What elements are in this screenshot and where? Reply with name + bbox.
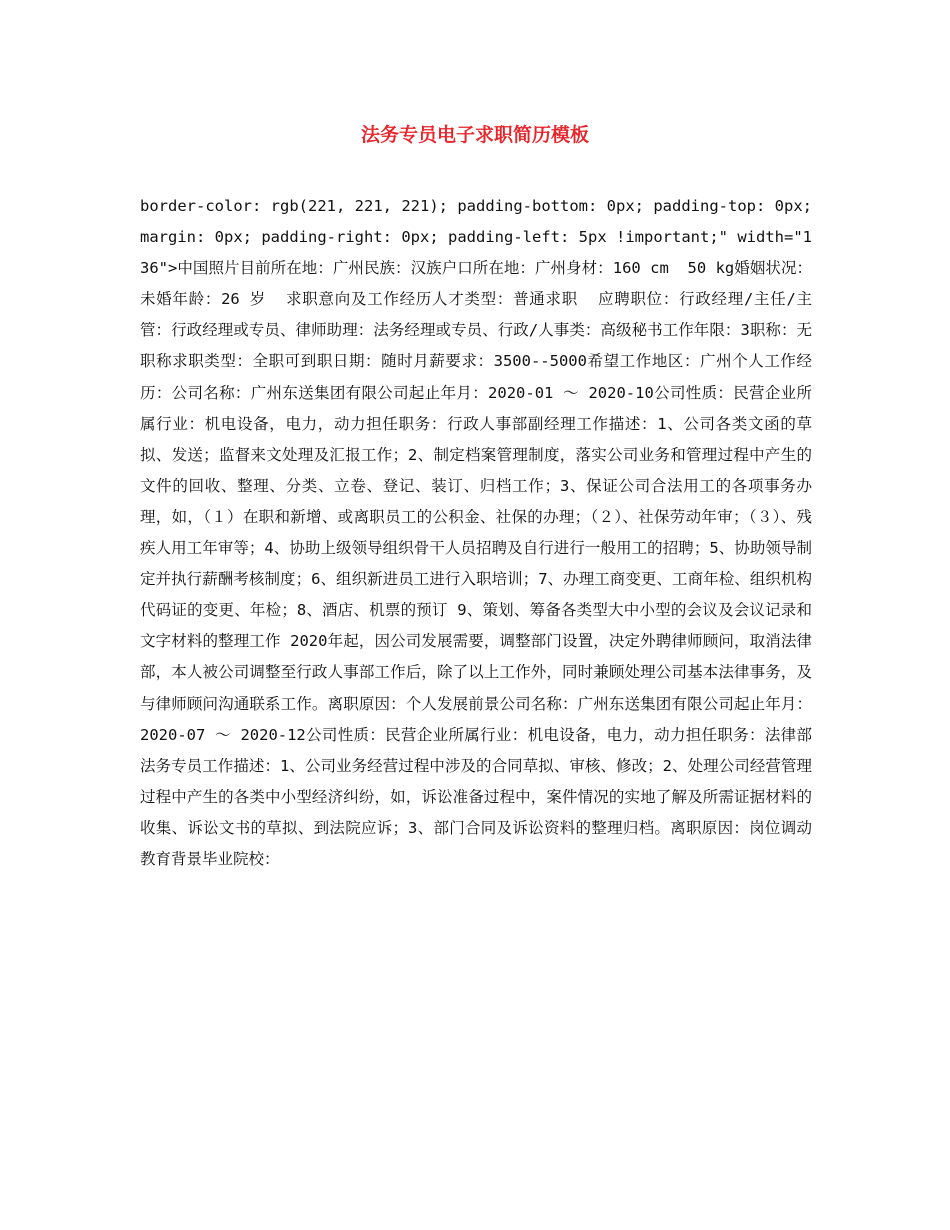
document-body-text: border-color: rgb(221, 221, 221); padding-bottom: 0px; padding-top: 0px; margin: 0px; padding-right: 0px; padding-left: 5px !important;" width="136">中国照片目前所在地：广州民族：汉族户口所在地：广州身材：160 cm 50 kg婚姻状况：未婚年龄：26 岁 求职意向及工作经历人才类型：普通求职 应聘职位：行政经理/主任/主管：行政经理或专员、律师助理：法务经理或专员、行政/人事类：高级秘书工作年限：3职称：无职称求职类型：全职可到职日期：随时月薪要求：3500--5000希望工作地区：广州个人工作经历：公司名称：广州东送集团有限公司起止年月：2020-01 ～ 2020-10公司性质：民营企业所属行业：机电设备，电力，动力担任职务：行政人事部副经理工作描述：1、公司各类文函的草拟、发送；监督来文处理及汇报工作；2、制定档案管理制度，落实公司业务和管理过程中产生的文件的回收、整理、分类、立卷、登记、装订、归档工作；3、保证公司合法用工的各项事务办理，如，（１）在职和新增、或离职员工的公积金、社保的办理；（２）、社保劳动年审；（３）、残疾人用工年审等；4、协助上级领导组织骨干人员招聘及自行进行一般用工的招聘；5、协助领导制定并执行薪酬考核制度；6、组织新进员工进行入职培训；7、办理工商变更、工商年检、组织机构代码证的变更、年检；8、酒店、机票的预订 9、策划、筹备各类型大中小型的会议及会议记录和文字材料的整理工作 2020年起，因公司发展需要，调整部门设置，决定外聘律师顾问，取消法律部，本人被公司调整至行政人事部工作后，除了以上工作外，同时兼顾处理公司基本法律事务，及与律师顾问沟通联系工作。离职原因：个人发展前景公司名称：广州东送集团有限公司起止年月：2020-07 ～ 2020-12公司性质：民营企业所属行业：机电设备，电力，动力担任职务：法律部 法务专员工作描述：1、公司业务经营过程中涉及的合同草拟、审核、修改；2、处理公司经营管理过程中产生的各类中小型经济纠纷，如，诉讼准备过程中，案件情况的实地了解及所需证据材料的收集、诉讼文书的草拟、到法院应诉；3、部门合同及诉讼资料的整理归档。离职原因：岗位调动 教育背景毕业院校：	[140, 197, 831, 868]
document-title: 法务专员电子求职简历模板	[360, 124, 589, 146]
